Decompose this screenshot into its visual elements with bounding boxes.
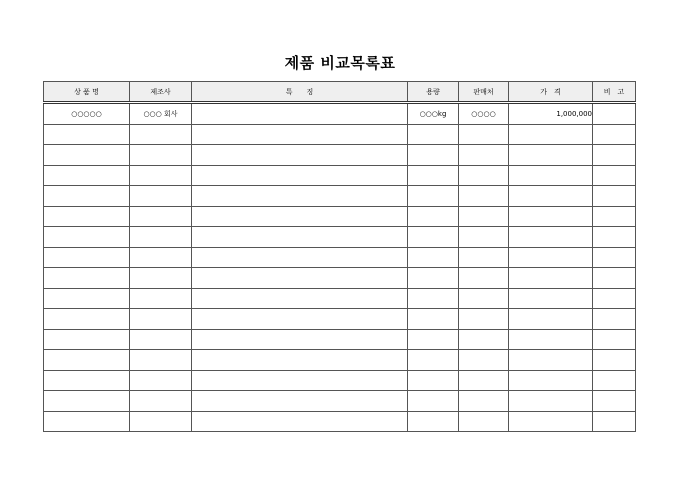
table-row xyxy=(44,268,636,289)
cell-remarks xyxy=(593,186,636,207)
cell-remarks xyxy=(593,206,636,227)
cell-features xyxy=(192,309,408,330)
cell-product-name xyxy=(44,165,130,186)
table-row xyxy=(44,124,636,145)
table-row xyxy=(44,288,636,309)
cell-manufacturer xyxy=(130,186,192,207)
cell-features xyxy=(192,411,408,432)
table-row xyxy=(44,370,636,391)
cell-product-name xyxy=(44,247,130,268)
cell-remarks xyxy=(593,103,636,125)
table-row xyxy=(44,165,636,186)
cell-price xyxy=(509,370,593,391)
table-row xyxy=(44,103,636,125)
header-capacity: 용량 xyxy=(408,82,459,103)
cell-seller xyxy=(459,165,509,186)
cell-features xyxy=(192,227,408,248)
cell-manufacturer xyxy=(130,165,192,186)
comparison-table xyxy=(43,81,636,432)
cell-remarks xyxy=(593,268,636,289)
header-features: 특 징 xyxy=(192,82,408,103)
cell-product-name xyxy=(44,268,130,289)
cell-product-name xyxy=(44,206,130,227)
cell-capacity xyxy=(408,329,459,350)
cell-remarks xyxy=(593,350,636,371)
cell-features xyxy=(192,247,408,268)
cell-manufacturer xyxy=(130,268,192,289)
cell-seller xyxy=(459,350,509,371)
cell-manufacturer xyxy=(130,227,192,248)
cell-capacity xyxy=(408,124,459,145)
cell-features xyxy=(192,165,408,186)
cell-remarks xyxy=(593,411,636,432)
cell-seller xyxy=(459,288,509,309)
cell-price xyxy=(509,411,593,432)
cell-remarks xyxy=(593,124,636,145)
table-row xyxy=(44,411,636,432)
cell-product-name xyxy=(44,124,130,145)
cell-capacity: ○○○kg xyxy=(408,103,459,125)
cell-features xyxy=(192,288,408,309)
cell-features xyxy=(192,268,408,289)
cell-seller xyxy=(459,186,509,207)
cell-product-name xyxy=(44,391,130,412)
header-manufacturer: 제조사 xyxy=(130,82,192,103)
cell-features xyxy=(192,370,408,391)
cell-seller xyxy=(459,370,509,391)
cell-seller xyxy=(459,145,509,166)
cell-remarks xyxy=(593,227,636,248)
cell-seller xyxy=(459,329,509,350)
cell-product-name xyxy=(44,411,130,432)
header-seller: 판매처 xyxy=(459,82,509,103)
cell-features xyxy=(192,391,408,412)
table-row xyxy=(44,391,636,412)
cell-price xyxy=(509,186,593,207)
header-price: 가 격 xyxy=(509,82,593,103)
table-body xyxy=(44,103,636,432)
cell-features xyxy=(192,103,408,125)
cell-product-name: ○○○○○ xyxy=(44,103,130,125)
cell-capacity xyxy=(408,227,459,248)
cell-product-name xyxy=(44,145,130,166)
page-title: 제품 비교목록표 xyxy=(284,54,396,72)
cell-features xyxy=(192,206,408,227)
cell-capacity xyxy=(408,411,459,432)
cell-price xyxy=(509,391,593,412)
cell-capacity xyxy=(408,247,459,268)
cell-remarks xyxy=(593,370,636,391)
cell-remarks xyxy=(593,165,636,186)
cell-seller xyxy=(459,391,509,412)
cell-price: 1,000,000 xyxy=(509,103,593,125)
cell-seller: ○○○○ xyxy=(459,103,509,125)
cell-price xyxy=(509,350,593,371)
cell-features xyxy=(192,124,408,145)
cell-seller xyxy=(459,206,509,227)
cell-features xyxy=(192,329,408,350)
cell-features xyxy=(192,186,408,207)
cell-remarks xyxy=(593,145,636,166)
table-row xyxy=(44,329,636,350)
cell-features xyxy=(192,145,408,166)
cell-price xyxy=(509,227,593,248)
cell-remarks xyxy=(593,329,636,350)
cell-product-name xyxy=(44,227,130,248)
cell-price xyxy=(509,309,593,330)
table-row xyxy=(44,227,636,248)
table-row xyxy=(44,186,636,207)
cell-price xyxy=(509,145,593,166)
cell-remarks xyxy=(593,391,636,412)
cell-price xyxy=(509,329,593,350)
cell-manufacturer xyxy=(130,350,192,371)
cell-price xyxy=(509,288,593,309)
table-header-row xyxy=(44,82,636,103)
cell-capacity xyxy=(408,145,459,166)
cell-manufacturer xyxy=(130,145,192,166)
table-row xyxy=(44,145,636,166)
cell-capacity xyxy=(408,391,459,412)
header-product-name: 상 품 명 xyxy=(44,82,130,103)
cell-manufacturer xyxy=(130,391,192,412)
cell-manufacturer xyxy=(130,288,192,309)
cell-capacity xyxy=(408,309,459,330)
cell-product-name xyxy=(44,309,130,330)
cell-manufacturer xyxy=(130,370,192,391)
cell-seller xyxy=(459,247,509,268)
table-row xyxy=(44,247,636,268)
cell-product-name xyxy=(44,329,130,350)
cell-seller xyxy=(459,411,509,432)
cell-capacity xyxy=(408,350,459,371)
cell-capacity xyxy=(408,186,459,207)
cell-product-name xyxy=(44,350,130,371)
cell-seller xyxy=(459,268,509,289)
table-row xyxy=(44,350,636,371)
cell-capacity xyxy=(408,206,459,227)
cell-product-name xyxy=(44,186,130,207)
cell-manufacturer xyxy=(130,329,192,350)
cell-features xyxy=(192,350,408,371)
cell-price xyxy=(509,165,593,186)
cell-manufacturer: ○○○ 회사 xyxy=(130,103,192,125)
cell-seller xyxy=(459,227,509,248)
cell-capacity xyxy=(408,165,459,186)
header-remarks: 비 고 xyxy=(593,82,636,103)
cell-seller xyxy=(459,309,509,330)
cell-product-name xyxy=(44,288,130,309)
table-row xyxy=(44,309,636,330)
cell-remarks xyxy=(593,288,636,309)
cell-manufacturer xyxy=(130,247,192,268)
cell-price xyxy=(509,247,593,268)
cell-seller xyxy=(459,124,509,145)
cell-capacity xyxy=(408,370,459,391)
cell-price xyxy=(509,206,593,227)
cell-remarks xyxy=(593,247,636,268)
cell-remarks xyxy=(593,309,636,330)
cell-manufacturer xyxy=(130,124,192,145)
cell-capacity xyxy=(408,268,459,289)
cell-price xyxy=(509,124,593,145)
cell-product-name xyxy=(44,370,130,391)
cell-manufacturer xyxy=(130,206,192,227)
cell-price xyxy=(509,268,593,289)
cell-manufacturer xyxy=(130,411,192,432)
cell-manufacturer xyxy=(130,309,192,330)
table-row xyxy=(44,206,636,227)
cell-capacity xyxy=(408,288,459,309)
